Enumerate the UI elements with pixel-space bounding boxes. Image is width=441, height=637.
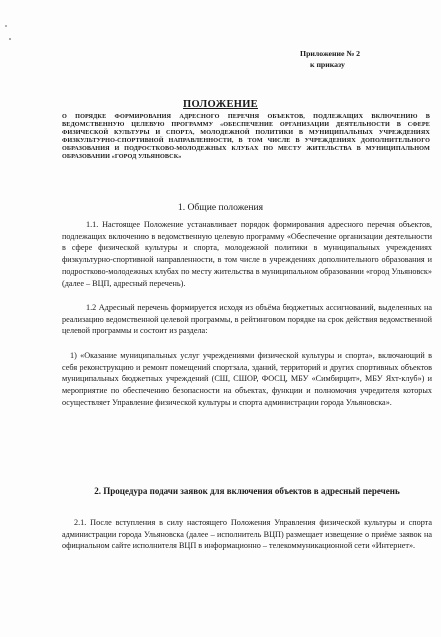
document-title: ПОЛОЖЕНИЕ bbox=[183, 99, 258, 110]
paragraph-1-1: 1.1. Настоящее Положение устанавливает порядок формирования адресного перечня объектов, подлежащих включению в ведомственную целевую программу «Обеспечение организации деятельности в сфере физической культуры и спорта, молодежной политики в муниципальных учреждениях физкультурно-спортивной направленности, в том числе в учреждениях дополнительного образования и подростково-молодежных клубах по месту жительства в муниципальном образовании «город Ульяновск» (далее – ВЦП, адресный перечень). bbox=[62, 220, 432, 288]
paragraph-1-2-item-1: 1) «Оказание муниципальных услуг учреждениями физической культуры и спорта», включающий в себя реконструкцию и ремонт помещений спортзала, зданий, территорий и других спортивных объектов муниципальных бюджетных учреждений (СШ, СШОР, ФОСЦ, МБУ «Симбирцит», МБУ Яхт-клуб») и мероприятие по обеспечению безопасности на объектах, функции и полномочия учредителя которых осуществляет Управление физической культуры и спорта администрации города Ульяновска». bbox=[62, 351, 432, 407]
paragraph-2-1: 2.1. После вступления в силу настоящего Положения Управления физической культуры и спорта администрации города Ульяновска (далее – исполнитель ВЦП) размещает извещение о приёме заявок на официальном сайте исполнителя ВЦП в информационно – телекоммуникационной сети «Интернет». bbox=[62, 518, 432, 551]
section-2-heading: 2. Процедура подачи заявок для включения объектов в адресный перечень bbox=[94, 486, 400, 496]
scan-speck bbox=[5, 25, 7, 27]
document-subtitle: О ПОРЯДКЕ ФОРМИРОВАНИЯ АДРЕСНОГО ПЕРЕЧНЯ ОБЪЕКТОВ, ПОДЛЕЖАЩИХ ВКЛЮЧЕНИЮ В ВЕДОМСТВЕННУЮ ЦЕЛЕВУЮ ПРОГРАММУ «ОБЕСПЕЧЕНИЕ ОРГАНИЗАЦИИ ДЕЯТЕЛЬНОСТИ В СФЕРЕ ФИЗИЧЕСКОЙ КУЛЬТУРЫ И СПОРТА, МОЛОДЕЖНОЙ ПОЛИТИКИ В МУНИЦИПАЛЬНЫХ УЧРЕЖДЕНИЯХ ФИЗКУЛЬТУРНО-СПОРТИВНОЙ НАПРАВЛЕННОСТИ, В ТОМ ЧИСЛЕ В УЧРЕЖДЕНИЯХ ДОПОЛНИТЕЛЬНОГО ОБРАЗОВАНИЯ И ПОДРОСТКОВО-МОЛОДЕЖНЫХ КЛУБАХ ПО МЕСТУ ЖИТЕЛЬСТВА В МУНИЦИПАЛЬНОМ ОБРАЗОВАНИИ «ГОРОД УЛЬЯНОВСК» bbox=[62, 113, 430, 161]
scan-speck bbox=[9, 38, 11, 40]
annex-block bbox=[300, 48, 430, 70]
annex-line-1: Приложение № 2 bbox=[300, 49, 361, 58]
annex-line-2: к приказу bbox=[310, 60, 345, 69]
section-1-heading: 1. Общие положения bbox=[177, 202, 264, 213]
paragraph-1-2: 1.2 Адресный перечень формируется исходя из объёма бюджетных ассигнований, выделенных на реализацию ведомственной целевой программы, в рейтинговом порядке на срок действия ведомственной целевой программы и состоит из раздела: bbox=[62, 303, 432, 336]
